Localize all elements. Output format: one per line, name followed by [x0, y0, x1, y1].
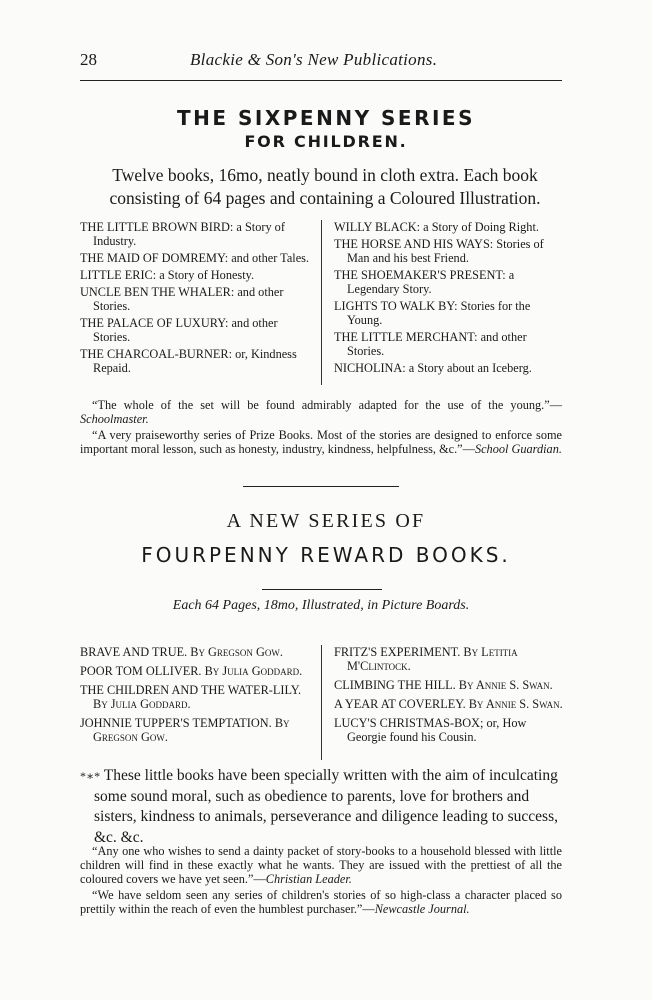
- note-text: These little books have been specially written with the aim of inculcating some sound moral, such as obedience to parents, love for brothers and sisters, kindness to animals, perseverance and diligence leading to success, &c. &c.: [94, 767, 559, 846]
- book-title: BRAVE AND TRUE.: [80, 645, 188, 659]
- book-author: By Julia Goddard.: [204, 664, 303, 678]
- running-title: Blackie & Son's New Publications.: [190, 50, 438, 69]
- review-source: Newcastle Journal.: [374, 902, 470, 916]
- sixpenny-right-column: [334, 220, 564, 378]
- book-author: By Gregson Gow.: [190, 645, 283, 659]
- column-divider: [321, 220, 322, 385]
- book-author: By Letitia M'Clintock.: [347, 645, 518, 673]
- book-entry: [334, 678, 564, 692]
- book-author: How Georgie found his Cousin.: [347, 716, 527, 744]
- review-text: “We have seldom seen any series of children's stories of so high-class a character placed so prettily within the reach of even the humblest purchaser.”—: [80, 888, 562, 916]
- book-entry: THE HORSE AND HIS WAYS: Stories of Man and his best Friend.: [334, 237, 544, 265]
- fourpenny-left-column: [80, 645, 312, 749]
- review-source: Christian Leader.: [265, 872, 352, 886]
- header-rule: [80, 80, 562, 81]
- book-entry: THE SHOEMAKER'S PRESENT: a Legendary Story.: [334, 268, 515, 296]
- review-source: School Guardian.: [474, 442, 562, 456]
- book-entry: NICHOLINA: a Story about an Iceberg.: [334, 361, 532, 375]
- fourpenny-title-line-1: A NEW SERIES OF: [226, 510, 426, 532]
- book-author: By Annie S. Swan.: [458, 678, 553, 692]
- book-entry: THE PALACE OF LUXURY: and other Stories.: [80, 316, 278, 344]
- fourpenny-title-line-2: FOURPENNY REWARD BOOKS.: [141, 543, 511, 567]
- book-entry: WILLY BLACK: a Story of Doing Right.: [334, 220, 539, 234]
- fourpenny-subtitle: Each 64 Pages, 18mo, Illustrated, in Picture Boards.: [172, 598, 470, 613]
- book-entry: [334, 697, 564, 711]
- review-source: Schoolmaster.: [80, 412, 149, 426]
- review-text: “Any one who wishes to send a dainty packet of story-books to a household blessed with little children will find in these exactly what he wants. They are issued with the prettiest of all the coloured covers we have yet seen.”—: [80, 844, 562, 886]
- book-title: FRITZ'S EXPERIMENT.: [334, 645, 461, 659]
- review-text: “A very praiseworthy series of Prize Books. Most of the stories are designed to enforce some important moral lesson, such as honesty, industry, kindness, helpfulness, &c.”—: [80, 428, 562, 456]
- book-entry: [334, 645, 564, 673]
- book-author: By Annie S. Swan.: [468, 697, 563, 711]
- fourpenny-review-2: [80, 888, 562, 916]
- review-text: “The whole of the set will be found admirably adapted for the use of the young.”—: [92, 398, 562, 412]
- book-entry: [80, 683, 312, 711]
- sixpenny-left-column: [80, 220, 312, 378]
- section-divider: [243, 486, 399, 487]
- sixpenny-title: THE SIXPENNY SERIES: [177, 106, 475, 130]
- page-number: 28: [80, 50, 97, 69]
- book-entry: THE LITTLE BROWN BIRD: a Story of Industry.: [80, 220, 285, 248]
- fourpenny-right-column: [334, 645, 564, 749]
- book-author: By Julia Goddard.: [93, 697, 191, 711]
- book-author: By Gregson Gow.: [93, 716, 290, 744]
- sixpenny-review-1: [80, 398, 562, 426]
- asterism: *∗*: [80, 769, 101, 783]
- sixpenny-subtitle: FOR CHILDREN.: [244, 132, 408, 151]
- book-title: POOR TOM OLLIVER.: [80, 664, 202, 678]
- book-title: A YEAR AT COVERLEY.: [334, 697, 466, 711]
- title-underline: [262, 589, 382, 590]
- book-entry: THE CHARCOAL-BURNER: or, Kindness Repaid.: [80, 347, 297, 375]
- column-divider: [321, 645, 322, 760]
- book-entry: LITTLE ERIC: a Story of Honesty.: [80, 268, 255, 282]
- book-entry: THE LITTLE MERCHANT: and other Stories.: [334, 330, 527, 358]
- fourpenny-review-1: [80, 844, 562, 886]
- book-entry: [80, 664, 312, 678]
- book-entry: UNCLE BEN THE WHALER: and other Stories.: [80, 285, 284, 313]
- book-title: THE CHILDREN AND THE WATER-LILY.: [80, 683, 302, 697]
- book-title: CLIMBING THE HILL.: [334, 678, 456, 692]
- fourpenny-note: [80, 766, 562, 848]
- book-title: JOHNNIE TUPPER'S TEMPTATION.: [80, 716, 272, 730]
- book-entry: THE MAID OF DOMREMY: and other Tales.: [80, 251, 310, 265]
- book-entry: [334, 716, 564, 744]
- book-entry: LIGHTS TO WALK BY: Stories for the Young.: [334, 299, 531, 327]
- book-entry: [80, 645, 312, 659]
- book-entry: [80, 716, 312, 744]
- book-title: LUCY'S CHRISTMAS-BOX; or,: [334, 716, 500, 730]
- sixpenny-intro: Twelve books, 16mo, neatly bound in cloth extra. Each book consisting of 64 pages and containing a Coloured Illustration.: [109, 165, 541, 208]
- sixpenny-review-2: [80, 428, 562, 456]
